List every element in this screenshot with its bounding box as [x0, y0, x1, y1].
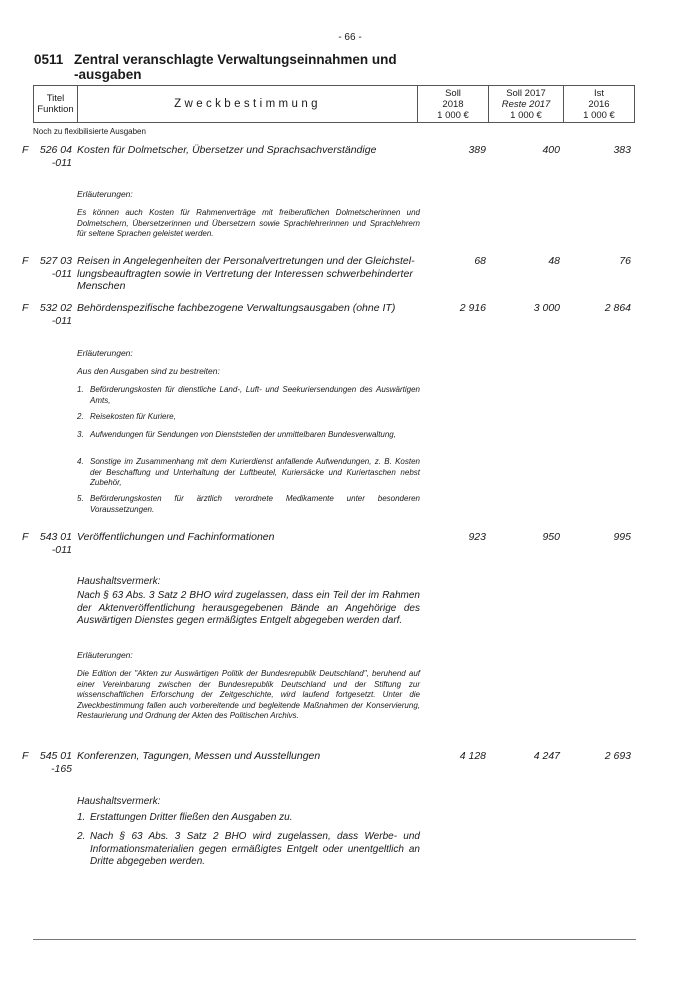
- entry-flag: F: [22, 302, 29, 314]
- titel-number: 526 04: [39, 144, 72, 156]
- header-ist-year: 2016: [588, 98, 610, 110]
- value-soll-2018: 2 916: [459, 302, 486, 314]
- value-ist-2016: 76: [619, 255, 631, 267]
- list-item: Aufwendungen für Sendungen von Dienststellen der unmittelbaren Bundesverwaltung,: [90, 430, 396, 439]
- haushaltsvermerk-label: Haushaltsvermerk:: [77, 796, 161, 807]
- entry-description: [77, 302, 421, 315]
- footer-rule: [33, 939, 636, 940]
- list-number: 1.: [77, 385, 84, 394]
- haushaltsvermerk-label: Haushaltsvermerk:: [77, 576, 161, 587]
- list-item: Beförderungskosten für ärztlich verordnete Medikamente unter besonderen Voraussetzungen.: [90, 494, 420, 514]
- header-titel: Titel: [46, 93, 65, 104]
- value-ist-2016: 2 693: [604, 750, 631, 762]
- header-ist-2016: [564, 86, 635, 123]
- entry-description: [77, 531, 421, 544]
- list-number: 3.: [77, 430, 84, 439]
- header-soll-2018: [418, 86, 489, 123]
- desc-line: Menschen: [77, 280, 126, 292]
- section-subheading: Noch zu flexibilisierte Ausgaben: [33, 127, 146, 136]
- haushaltsvermerk-text: Nach § 63 Abs. 3 Satz 2 BHO wird zugelassen, dass ein Teil der im Rahmen der Aktenveröffentlichung herausgegebenen Bände an Angehörige des Auswärtigen Dienstes gegen ermäßigtes Entgelt abgegeben werden darf.: [77, 590, 420, 626]
- entry-description: [77, 255, 421, 293]
- value-soll-2017: 400: [542, 144, 560, 156]
- list-item: Beförderungskosten für dienstliche Land-, Luft- und Seekuriersendungen des Auswärtigen Amts,: [90, 385, 420, 405]
- value-soll-2018: 923: [468, 531, 486, 543]
- list-number: 2.: [77, 412, 84, 421]
- header-zweckbestimmung: [78, 86, 418, 123]
- header-zweck-text: Zweckbestimmung: [174, 97, 321, 110]
- funktion-number: -011: [51, 156, 72, 169]
- titel-number: 527 03: [39, 255, 72, 267]
- value-soll-2018: 4 128: [459, 750, 486, 762]
- header-reste-label: Reste 2017: [501, 98, 551, 110]
- funktion-number: -011: [51, 314, 72, 327]
- entry-titel: [38, 302, 72, 327]
- entry-description: [77, 144, 421, 157]
- titel-number: 545 01: [39, 750, 72, 762]
- entry-flag: F: [22, 144, 29, 156]
- desc-line: Behördenspezifische fachbezogene Verwaltungsausgaben (ohne IT): [77, 302, 396, 314]
- header-titel-funktion: [34, 86, 78, 123]
- erlaeuterungen-text: Die Edition der "Akten zur Auswärtigen Politik der Bundesrepublik Deutschland", beruhend auf einer Vereinbarung zwischen der Bundesrepublik Deutschland und der Stiftung zur wissenschaftlichen Erforschung der Zeitgeschichte, wird laufend fortgesetzt. Unter die Zweckbestimmung fallen auch vorbereitende und begleitende Maßnahmen der Konservierung, Restaurierung und Ordnung der Akten des Politischen Archivs.: [77, 669, 420, 720]
- erlaeuterungen-label: Erläuterungen:: [77, 650, 133, 660]
- entry-titel: [38, 750, 72, 775]
- chapter-title: [34, 52, 397, 82]
- header-soll17-unit: 1 000 €: [510, 109, 542, 121]
- titel-number: 543 01: [39, 531, 72, 543]
- value-soll-2017: 4 247: [533, 750, 560, 762]
- list-number: 5.: [77, 494, 84, 503]
- funktion-number: -011: [51, 267, 72, 280]
- header-soll-2017: [489, 86, 564, 123]
- entry-titel: [38, 531, 72, 556]
- erlaeuterungen-intro: Aus den Ausgaben sind zu bestreiten:: [77, 366, 220, 376]
- entry-description: [77, 750, 421, 763]
- desc-line: Veröffentlichungen und Fachinformationen: [77, 531, 275, 543]
- funktion-number: -165: [50, 762, 72, 775]
- header-soll-unit: 1 000 €: [437, 109, 469, 121]
- chapter-code: 0511: [34, 52, 64, 67]
- header-soll17-label: Soll 2017: [506, 87, 546, 99]
- entry-flag: F: [22, 255, 29, 267]
- chapter-title-line1: Zentral veranschlagte Verwaltungseinnahmen und: [74, 52, 397, 67]
- funktion-number: -011: [51, 543, 72, 556]
- entry-titel: [38, 255, 72, 280]
- value-ist-2016: 383: [613, 144, 631, 156]
- header-soll-label: Soll: [445, 87, 461, 99]
- value-soll-2017: 950: [542, 531, 560, 543]
- page-number: - 66 -: [338, 32, 362, 43]
- value-soll-2017: 48: [548, 255, 560, 267]
- erlaeuterungen-label: Erläuterungen:: [77, 348, 133, 358]
- desc-line: Kosten für Dolmetscher, Übersetzer und Sprachsachverständige: [77, 144, 377, 156]
- header-soll-year: 2018: [442, 98, 464, 110]
- column-header-table: [33, 85, 635, 123]
- list-number: 4.: [77, 457, 84, 466]
- value-soll-2018: 389: [468, 144, 486, 156]
- header-ist-unit: 1 000 €: [583, 109, 615, 121]
- erlaeuterungen-label: Erläuterungen:: [77, 189, 133, 199]
- desc-line: lungsbeauftragten sowie in Vertretung der Interessen schwerbehinderter: [77, 267, 413, 280]
- desc-line: Konferenzen, Tagungen, Messen und Ausstellungen: [77, 750, 321, 762]
- value-soll-2018: 68: [474, 255, 486, 267]
- list-item: Nach § 63 Abs. 3 Satz 2 BHO wird zugelassen, dass Werbe- und Informationsmaterialien gegen ermäßigtes Entgelt oder unentgeltlich an Dritte abgegeben werden.: [90, 831, 420, 867]
- header-ist-label: Ist: [593, 87, 605, 99]
- list-item: Reisekosten für Kuriere,: [90, 412, 176, 421]
- value-soll-2017: 3 000: [533, 302, 560, 314]
- list-number: 1.: [77, 812, 86, 823]
- entry-flag: F: [22, 531, 29, 543]
- titel-number: 532 02: [39, 302, 72, 314]
- chapter-title-line2: -ausgaben: [74, 67, 142, 82]
- desc-line: Reisen in Angelegenheiten der Personalvertretungen und der Gleichstel-: [77, 255, 415, 267]
- erlaeuterungen-text: Es können auch Kosten für Rahmenverträge mit freiberuflichen Dolmetscherinnen und Dolmetschern, Übersetzerinnen und Übersetzern sowie Sprachlehrerinnen und Sprachlehrern für seltene Sprachen geleistet werden.: [77, 208, 420, 238]
- list-number: 2.: [77, 831, 86, 842]
- list-item: Erstattungen Dritter fließen den Ausgaben zu.: [90, 812, 293, 823]
- entry-flag: F: [22, 750, 29, 762]
- value-ist-2016: 2 864: [604, 302, 631, 314]
- header-funktion: Funktion: [37, 104, 74, 115]
- list-item: Sonstige im Zusammenhang mit dem Kurierdienst anfallende Aufwendungen, z. B. Kosten der Beschaffung und Unterhaltung der Luftbeutel, Kuriersäcke und Kuriertaschen nebst Zubehör,: [90, 457, 420, 487]
- entry-titel: [38, 144, 72, 169]
- value-ist-2016: 995: [613, 531, 631, 543]
